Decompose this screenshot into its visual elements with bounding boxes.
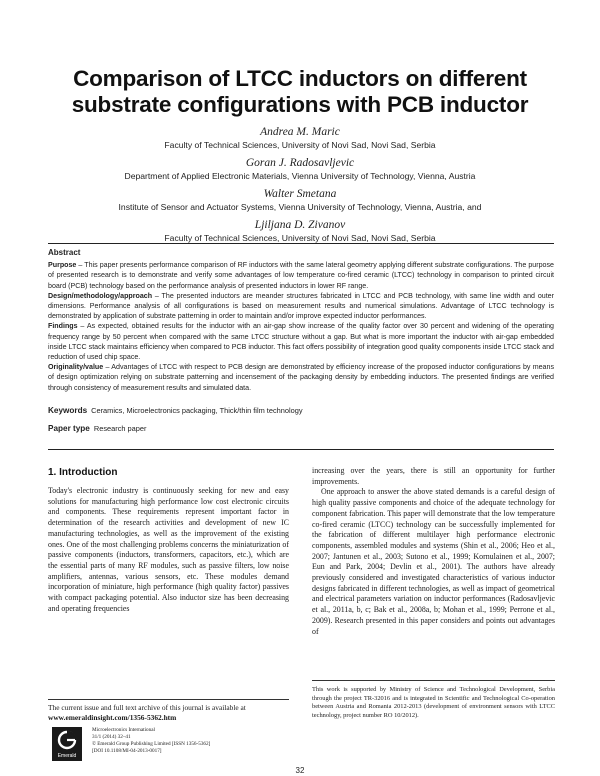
section-heading: 1. Introduction [48,467,118,478]
abstract-findings [48,321,554,362]
journal-info [92,727,302,755]
author-block [20,126,580,250]
intro-continuation: increasing over the years, there is still an opportunity for further improvements. [312,466,555,486]
author-name: Ljiljana D. Zivanov [254,219,346,231]
originality-text: – Advantages of LTCC with respect to PCB design are demonstrated by efficiency increase of the proposed inductor configurations by means of design optimization relying on substrate patterning and incensement of the packaging density by embedding inductors. The presented findings are verified through consistency of measurement results and simulated data. [48,363,554,392]
intro-paragraph-2: One approach to answer the above stated demands is a careful design of high quality passive components and choice of the adequate technology for component fabrication. This paper will demonstrate that the low temperature co-fired ceramic (LTCC) technology can be successfully implemented for the fabrication of different multilayer high performance electronic components, assembled modules and systems (Shin et al., 2006; Heo et al., 2007; Jantunen et al., 2003; Sutono et al., 1999; Kornulainen et al., 2007; Eun and Park, 2004; Devlin et al., 2001). The authors have already previously considered and investigated characteristics of various inductor designs fabricated in different technologies, as well as impact of geometrical and electrical parameters variation on inductor performances (Radosavljevic et al., 2011a, b, c; Bak et al., 2008a, b; Mohan et al., 1999; Perrone et al., 2009). Research presented in this paper considers and points out advantages of [312,487,555,636]
journal-line: [DOI 10.1108/MI-04-2013-0017] [92,748,162,754]
emerald-logo-icon [52,727,82,761]
paper-type-text: Research paper [93,424,147,433]
paper-type-label: Paper type [48,424,90,433]
paper-type [48,424,146,433]
design-label: Design/methodology/approach [48,291,153,300]
abstract-bottom-rule [48,449,554,450]
originality-label: Originality/value [48,363,104,372]
funding-note: This work is supported by Ministry of Science and Technological Development, Serbia through the project TR-32016 and is integrated in Scientific and Technological Co-operation between Austria and Romania 2012-2013 (development of environment sensors with LTCC technology, project number RO 10/2012). [312,686,555,719]
paper-title: Comparison of LTCC inductors on different substrate configurations with PCB inductor [71,66,529,117]
findings-text: – As expected, obtained results for the inductor with an air-gap show increase of the quality factor over 30 percent and widening of the operating frequency range by 50 percent when compared with the same LTCC structure without a gap. But what is more important the inductor with air-gap embedded inside LTCC stack maintains efficiency when compared to PCB inductor. This fact offers possibility of integration good quality components inside LTCC stack and reduction of used chip space. [48,322,554,362]
abstract-top-rule [48,243,554,244]
footnote-rule [48,699,289,700]
author-name: Goran J. Radosavljevic [245,157,355,169]
author-affiliation: Faculty of Technical Sciences, University of Novi Sad, Novi Sad, Serbia [164,140,436,150]
author-entry [20,188,580,213]
abstract-heading: Abstract [48,248,81,257]
purpose-label: Purpose [48,261,77,270]
abstract [48,248,554,393]
author-name: Walter Smetana [263,188,337,200]
keywords-text: Ceramics, Microelectronics packaging, Thick/thin film technology [91,406,303,415]
abstract-originality [48,362,554,393]
intro-paragraph: Today's electronic industry is continuously seeking for new and easy solutions for manufacturing high performance low cost electronic circuits and components. These requirements represent important factor in determination of the research activities and development of new IC manufacturing technologies, as well as the improvement of the existing ones. One of the most challenging problems concerns the miniaturization of passive components (inductors, transformers, capacitors, etc.), which are the essential parts of many RF modules, such as passive filters, low noise amplifiers, antennas, various sensors, etc. These modules demand incorporation of miniature, high performance (high quality factor) passives with compact packaging potential. Also inductor size has been decreasing and operating frequencies [48,486,289,613]
logo-wordmark: Emerald [57,753,77,759]
right-column [312,466,555,637]
author-entry [20,157,580,182]
journal-line: © Emerald Group Publishing Limited [ISSN 1356-5362] [92,741,211,747]
author-entry [20,126,580,151]
design-text: – The presented inductors are meander structures fabricated in LTCC and PCB technology, with same line width and outer dimensions. Performance analysis of all configurations is based on measurement results and numerical simulations. Advantage of LTCC technology is demonstrated by application of substrate patterning in order to maintain and/or improve expected inductor performances. [48,291,554,321]
abstract-design [48,291,554,322]
purpose-text: – This paper presents performance comparison of RF inductors with the same lateral geometry applying different substrate configurations. The purpose of presented research is to demonstrate and verify some advantages of low temperature co-fired ceramic (LTCC) technology in comparison to printed circuit board (PCB) technology based on the performance analysis of presented inductors in lower RF range. [48,261,554,290]
journal-line: Microelectronics International [92,727,155,733]
author-name: Andrea M. Maric [260,126,340,138]
fulltext-link[interactable]: www.emeraldinsight.com/1356-5362.htm [48,713,177,722]
fulltext-note [48,703,289,723]
keywords [48,406,554,415]
funding-rule [312,680,555,681]
abstract-purpose [48,260,554,291]
keywords-label: Keywords [48,406,88,415]
author-affiliation: Department of Applied Electronic Materials, Vienna University of Technology, Vienna, Austria [124,171,476,181]
journal-line: 31/1 (2014) 32–41 [92,734,131,740]
page-number: 32 [295,766,305,775]
author-affiliation: Faculty of Technical Sciences, University of Novi Sad, Novi Sad, Serbia [164,233,436,243]
author-affiliation: Institute of Sensor and Actuator Systems, Vienna University of Technology, Vienna, Austria, and [118,202,482,212]
left-column [48,486,289,614]
findings-label: Findings [48,322,78,331]
author-entry [20,219,580,244]
fulltext-prefix: The current issue and full text archive of this journal is available at [48,703,246,712]
